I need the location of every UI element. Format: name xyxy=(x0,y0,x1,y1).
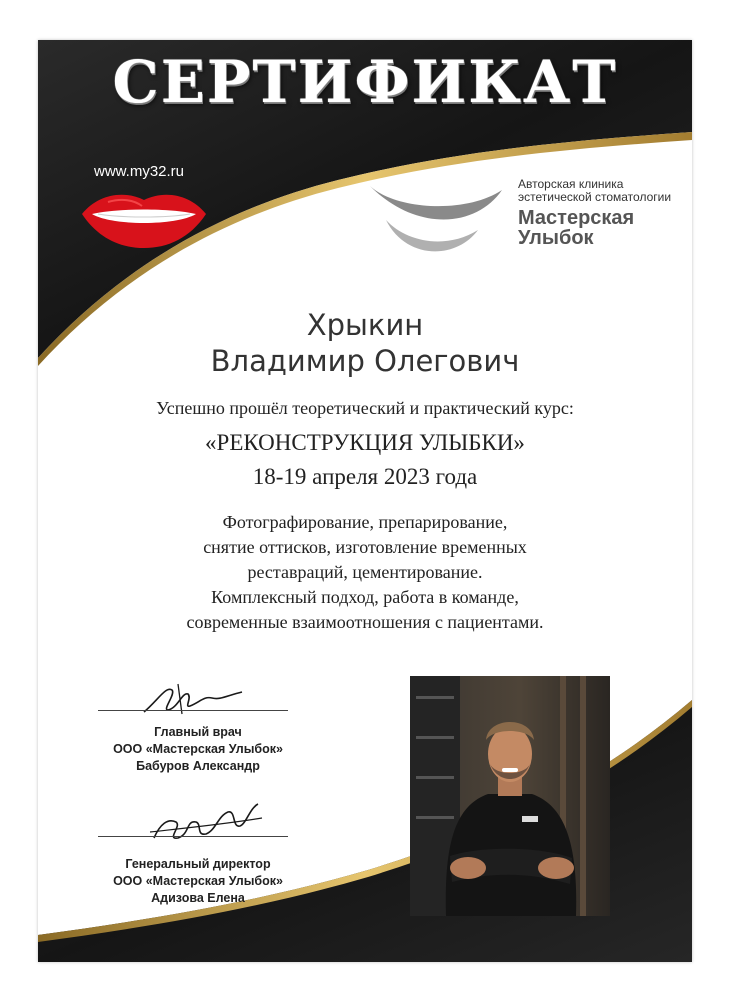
signatory-2-company: ООО «Мастерская Улыбок» xyxy=(113,874,283,888)
signatory-2-name: Адизова Елена xyxy=(151,891,245,905)
description-line: современные взаимоотношения с пациентами. xyxy=(186,612,544,632)
signatory-1-block xyxy=(88,724,308,775)
course-name: «РЕКОНСТРУКЦИЯ УЛЫБКИ» xyxy=(205,430,525,455)
completion-text: Успешно прошёл теоретический и практический курс: xyxy=(156,398,574,418)
signature-line xyxy=(98,836,288,837)
signatory-1-position: Главный врач xyxy=(154,725,242,739)
signatory-1-company: ООО «Мастерская Улыбок» xyxy=(113,742,283,756)
course-dates: 18-19 апреля 2023 года xyxy=(252,464,478,489)
description-line: Фотографирование, препарирование, xyxy=(222,512,508,532)
signature-icon xyxy=(146,798,266,848)
description-line: снятие оттисков, изготовление временных xyxy=(203,537,527,557)
website-link: www.my32.ru xyxy=(94,163,185,180)
signature-line xyxy=(98,710,288,711)
smile-logo-icon xyxy=(366,180,506,260)
description-line: Комплексный подход, работа в команде, xyxy=(211,587,519,607)
signatory-1-name: Бабуров Александр xyxy=(136,759,260,773)
description-line: реставраций, цементирование. xyxy=(247,562,483,582)
lips-icon xyxy=(78,188,210,250)
recipient-last-name: Хрыкин xyxy=(306,308,424,342)
clinic-subtitle: Авторская клиника эстетической стоматологии xyxy=(518,177,672,204)
certificate-title: СЕРТИФИКАТ xyxy=(112,48,618,116)
signature-icon xyxy=(138,680,248,720)
certificate-sheet xyxy=(38,40,692,962)
signatory-2-block xyxy=(88,856,308,907)
recipient-first-names: Владимир Олегович xyxy=(210,344,520,378)
portrait-photo xyxy=(410,676,610,916)
clinic-name: Мастерская Улыбок xyxy=(518,207,635,249)
signatory-2-position: Генеральный директор xyxy=(125,857,271,871)
